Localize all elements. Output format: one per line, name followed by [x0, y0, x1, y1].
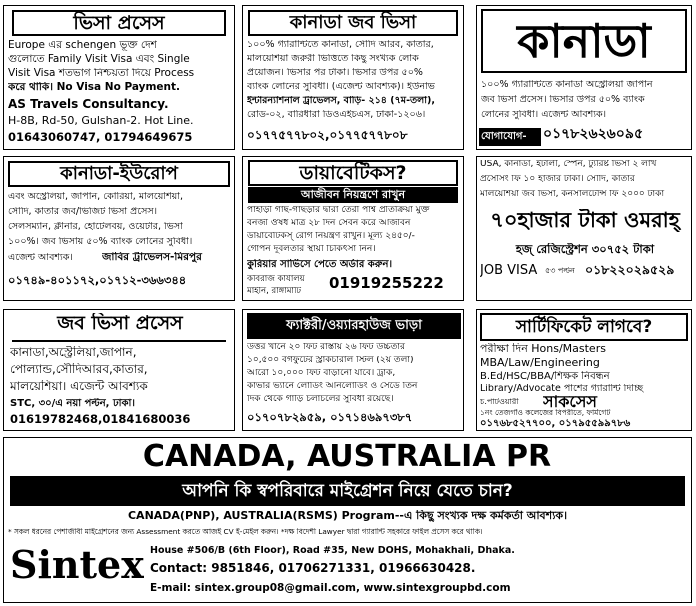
ad10-question: আপনি কি স্বপরিবারে মাইগ্রেশন নিয়ে যেতে চান?	[10, 476, 685, 506]
ad6-hajj: হজ্ রেজিস্ট্রেশন ৩০৭৫২ টাকা	[515, 243, 655, 256]
ad8-line: দিক থেকে গাড়ি চলাচলের সুবিধা রয়েছে।	[247, 395, 394, 404]
ad5-line: বনজী ঔষধ মাত্র ২৮ দিন সেবন করে আজীবন	[247, 219, 411, 228]
ad5-subtitle: আজীবন নিয়ন্ত্রণে রাখুন	[248, 187, 458, 203]
ad1-line: Europe এর schengen ভূক্ত দেশ	[8, 40, 157, 51]
ad1-company: AS Travels Consultancy.	[8, 98, 169, 111]
ad9-line: MBA/Law/Engineering	[480, 357, 600, 369]
ad4-line: ১০০%। জব ভিসায় ৫০% ব্যাংক লোনের সুবিধা।	[8, 237, 193, 247]
ad5-line: ডায়াবেটিকস্‌ রোগ নিয়ন্ত্রণ রাখুন। মূল্য ২৪৫০/-	[247, 232, 415, 241]
ad8-title: ফ্যাক্টরী/ওয়্যারহাউজ ভাড়া	[247, 313, 461, 339]
ad9-line: পরীক্ষা দিন Hons/Masters	[480, 343, 606, 355]
ad4-line: সৌদি, কাতার জব/ভিজিট ভিসা প্রসেস।	[8, 207, 158, 217]
ad6-phone: ০১৮২২০২৯৫২৯	[585, 263, 675, 277]
ad-visa-process-europe	[3, 5, 235, 150]
ad10-headline: CANADA, AUSTRALIA PR	[142, 440, 552, 473]
ad7-phones: 01619782468,01841680036	[10, 413, 191, 426]
ad8-line: উত্তর খানে ২০ ফিট রাস্তায় ২৬ ফিট উচ্চতার	[247, 343, 405, 352]
ad9-phones: ০১৭৬৮৫২৭৭০০, ০১৭৯৫৫৯৯৭৮৬	[480, 418, 631, 429]
ad4-title: কানাডা-ইউরোপ	[8, 161, 230, 187]
ad7-title: জব ভিসা প্রসেস	[57, 313, 183, 334]
ad7-line: মালয়েশিয়া। এজেন্ট আবশ্যক	[10, 380, 148, 393]
ad6-headline: ৭০হাজার টাকা ওমরাহ্	[490, 209, 680, 232]
ad2-line: ১০০% গ্যারান্টিতে কানাডা, সৌদি আরব, কাতার,	[247, 40, 434, 50]
ad-canada	[476, 5, 692, 150]
ad10-note: * সকল ধরনের পেশাজীবী মাইগ্রেশনের জন্য Assessment করতে আজই CV ই-মেইল করুন। *দক্ষ বিদেশী Lawyer দ্বারা গ্যারান্টি সহকারে ফাইল প্রসেস করে থাকি।	[8, 528, 483, 536]
ad-certificate	[476, 309, 692, 431]
ad4-phones: ০১৭৪৯-৪০১১৭২,০১৭১২-৩৬৬৩৪৪	[8, 274, 187, 287]
ad2-line: রোড-০২, বারিধারা ডিওএইচএস, ঢাকা-১২০৬।	[247, 110, 426, 120]
ad10-logo: Sintex	[10, 544, 144, 586]
ad2-line: মালয়েশিয়া জরুরী ভিত্তিতে কিছু সংখ্যক লোক	[247, 54, 419, 64]
ad7-address: STC, ৩০/এ নয়া পল্টন, ঢাকা।	[10, 398, 135, 409]
ad6-job-visa-area: ৫৩ পল্টন	[545, 267, 575, 275]
ad7-line: পোল্যান্ড,সৌদিআরব,কাতার,	[10, 363, 148, 376]
ad3-title: কানাডা	[481, 9, 687, 73]
ad9-line: B.Ed/HSC/BBA/শিক্ষক নিবন্ধন	[480, 371, 610, 382]
ad9-address: ১নং তেজগাঁও কলেজের বিপরীতে, ফার্মগেট	[480, 409, 611, 417]
ad6-intro-line: USA, কানাডা, ইটালী, স্পেন, ট্যুরিষ্ট ভিসা ২ লাখ	[480, 160, 657, 169]
ad8-line: ১০,৫০০ বর্গফুটের স্ট্রাকচারাল স্টিল (২য় তলা)	[247, 356, 414, 365]
ad9-title: সার্টিফিকেট লাগবে?	[480, 313, 688, 341]
ad10-address: House #506/B (6th Floor), Road #35, New DOHS, Mohakhali, Dhaka.	[150, 546, 515, 556]
ad10-contact: Contact: 9851846, 01706271331, 01966630428.	[150, 562, 476, 575]
ad5-title: ডায়াবেটিকস?	[248, 160, 458, 186]
ad6-intro-line: মালয়েশিয়া জব ভিসা, কনসালটেন্সি ফি ২০০০ টাকা	[480, 190, 665, 199]
ad3-phone: ০১৭৮২৬২৬০৯৫	[543, 127, 644, 142]
ad5-courier: কুরিয়ার সার্ভিসে পেতে অর্ডার করুন।	[247, 259, 393, 270]
ad9-org-name: সাকসেস	[543, 393, 597, 411]
ad3-contact-label: যোগাযোগ-	[479, 128, 541, 146]
ad1-line: করে থাকি। No Visa No Payment.	[8, 82, 181, 93]
ad5-office: কবিরাজ কার্যালয়	[247, 275, 305, 284]
ad4-agent: এজেন্ট আবশ্যক।	[8, 253, 73, 263]
ad2-line: ইন্টারন্যাশনাল ট্রাভেলস, বাড়ি- ২১৪ (৭ম-তলা),	[247, 96, 435, 106]
ad1-line: Visit Visa শতভাগ নিশ্চয়তা দিয়ে Process	[8, 68, 195, 79]
ad3-line: লোনের সুবিধা। এজেন্ট আবশ্যক।	[481, 110, 607, 120]
ad6-job-visa: JOB VISA	[480, 264, 538, 278]
ad7-divider	[12, 340, 226, 342]
ad2-line: ব্যাংক লোনের সুবিধা। (এজেন্ট আবশ্যক)। ইউনাভ	[247, 82, 435, 92]
ad6-intro-line: প্রসেসিং ফি ১০ হাজার টাকা। সৌদি, কাতার	[480, 175, 635, 184]
ad5-line: পাহাড়ী গাছ-গাছড়ার দ্বারা তৈরী পার্শ্ব প্রতিক্রিয়া মুক্ত	[247, 206, 430, 215]
ad-canada-job-visa	[242, 5, 464, 150]
ad2-line: প্রয়োজন। ভিসার পর টাকা। ভিসার উপর ৫০%	[247, 68, 423, 78]
ad-job-visa-process	[3, 309, 235, 431]
ad10-program: CANADA(PNP), AUSTRALIA(RSMS) Program--এ কিছু সংখ্যক দক্ষ কর্মকর্তা আবশ্যক।	[127, 510, 568, 522]
ad2-title: কানাডা জব ভিসা	[248, 10, 458, 36]
ad7-line: কানাডা,অস্ট্রেলিয়া,জাপান,	[10, 346, 137, 359]
ad10-email: E-mail: sintex.group08@gmail.com, www.sintexgroupbd.com	[150, 583, 511, 594]
ad5-phone: 01919255222	[329, 275, 444, 292]
ad3-line: জব ভিসা প্রসেস। ভিসার উপর ৫০% ব্যাংক	[481, 95, 645, 105]
ad1-address: H-8B, Rd-50, Gulshan-2. Hot Line.	[8, 115, 194, 127]
ad1-line: গুলোতে Family Visit Visa এবং Single	[8, 54, 190, 65]
ad8-line: কাভার ভ্যানে লোডিং আনলোডিং ও সেডে তিন	[247, 382, 418, 391]
ad4-line: সেলসম্যান, ক্লীনার, হোটেলবয়, ওয়েটার, ভিসা	[8, 222, 183, 232]
ad8-phones: ০১৭০৭৮২৯৫৯, ০১৭১৪৬৯৭৩৮৭	[247, 411, 413, 424]
ad5-line: গোপন দূর্বলতার স্থায়ী চিকিৎসা নিন।	[247, 245, 376, 254]
ad1-phones: 01643060747, 01794649675	[8, 131, 193, 144]
ad9-org-prefix: চ.পাটওয়ারী	[480, 398, 519, 406]
ad-sintex-migration	[3, 437, 692, 603]
ad1-title: ভিসা প্রসেস	[12, 10, 226, 36]
ad8-line: আরো ১০,০০০ ফিট বাড়ানো যাবে। ট্রাক,	[247, 369, 396, 378]
ad9-line: Library/Advocate পাশের গ্যারান্টি দিচ্ছি	[480, 384, 644, 394]
ad2-phones: ০১৭৭৫৭৭৮০২,০১৭৭৫৭৭৮০৮	[247, 129, 408, 142]
ad4-company: জাবির ট্রাভেলস-মিরপুর	[102, 252, 202, 263]
ad-umrah-hajj	[476, 156, 692, 301]
ad4-line: এবং অস্ট্রেলিয়া, জাপান, কোরিয়া, মালয়েশিয়া,	[8, 192, 184, 202]
ad-diabetics	[242, 156, 464, 301]
ad-canada-europe	[3, 156, 235, 301]
ad-factory-warehouse-rent	[242, 309, 464, 431]
ad3-line: ১০০% গ্যারান্টিতে কানাডা অস্ট্রেলিয়া জাপান	[481, 80, 653, 90]
ad5-place: মাইনি, রাঙ্গামাটি	[247, 287, 302, 296]
